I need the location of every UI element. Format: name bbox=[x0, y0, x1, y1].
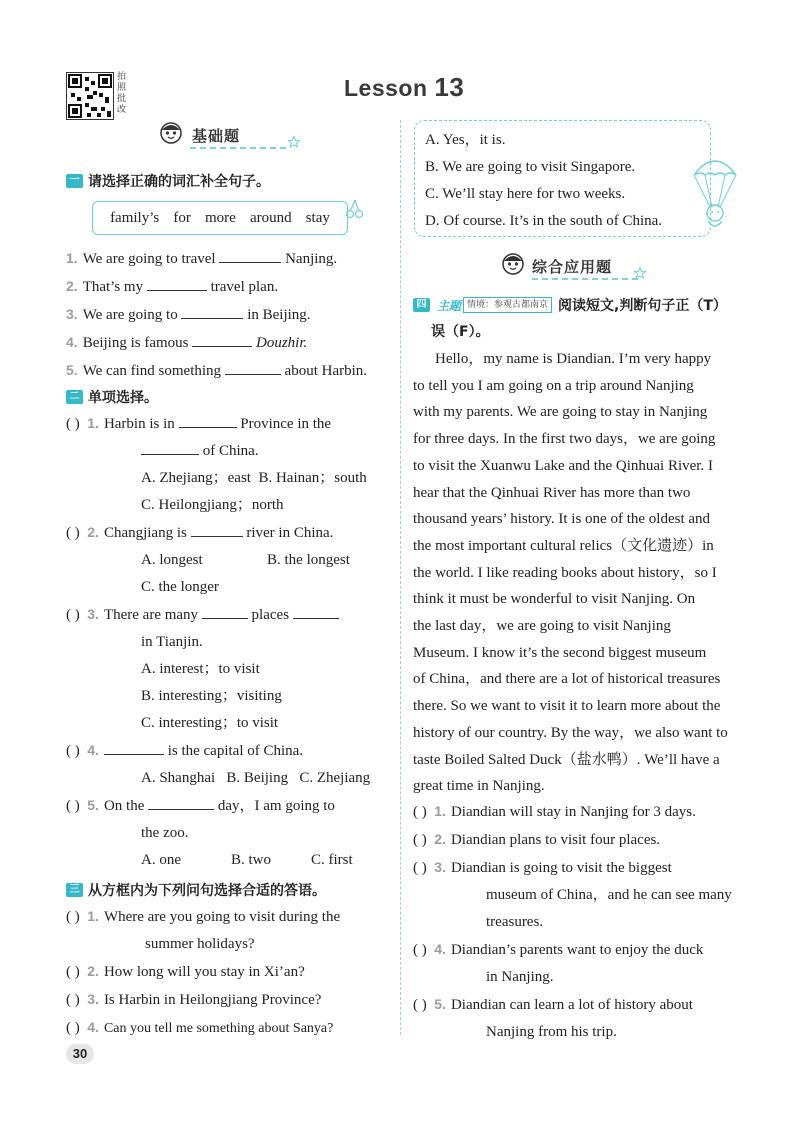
cherry-icon bbox=[345, 198, 365, 225]
item-text: Changjiang is bbox=[103, 525, 187, 541]
word-option: for bbox=[173, 209, 191, 226]
list-item bbox=[66, 958, 396, 986]
list-item bbox=[413, 826, 743, 854]
list-item bbox=[66, 931, 396, 958]
option-row bbox=[66, 710, 396, 737]
list-item bbox=[66, 329, 396, 357]
item-text: Diandian’s parents want to enjoy the duck bbox=[450, 942, 704, 958]
question-number: 5. bbox=[87, 797, 99, 813]
passage-line: of China，and there are a lot of historical treasures bbox=[413, 671, 721, 688]
list-item bbox=[413, 1019, 743, 1046]
answer-blank[interactable] bbox=[293, 605, 339, 619]
item-text: There are many bbox=[103, 607, 199, 623]
section-title-applied: 综合应用题 bbox=[532, 257, 613, 276]
item-text: river in China. bbox=[246, 525, 334, 541]
list-item bbox=[66, 438, 396, 465]
item-text: Is Harbin in Heilongjiang Province? bbox=[103, 992, 322, 1008]
list-item bbox=[66, 357, 396, 385]
option-b[interactable]: B. Beijing bbox=[226, 770, 289, 786]
part1-instruction: 请选择正确的词汇补全句子。 bbox=[88, 174, 270, 190]
part4-list bbox=[413, 798, 743, 1046]
question-number: 4. bbox=[434, 941, 446, 957]
item-text: Nanjing from his trip. bbox=[486, 1024, 617, 1040]
parachute-icon bbox=[690, 145, 740, 238]
question-number: 3. bbox=[66, 306, 78, 322]
option-c[interactable]: C. the longer bbox=[141, 579, 219, 595]
part3-heading bbox=[66, 880, 326, 900]
part3-instruction: 从方框内为下列问句选择合适的答语。 bbox=[88, 883, 326, 899]
mascot-icon bbox=[500, 251, 526, 282]
question-number: 4. bbox=[87, 742, 99, 758]
item-text: Where are you going to visit during the bbox=[103, 909, 341, 925]
item-text: Diandian is going to visit the biggest bbox=[450, 860, 672, 876]
item-text: in Nanjing. bbox=[486, 969, 554, 985]
part4-heading bbox=[413, 295, 743, 341]
lesson-number: 13 bbox=[434, 72, 465, 102]
answer-blank[interactable] bbox=[147, 277, 207, 291]
passage-text: Hello，my name is Diandian. I’m very happy bbox=[435, 351, 712, 367]
word-option: more bbox=[204, 209, 236, 226]
item-text: Beijing is famous bbox=[82, 335, 189, 351]
context-label: 情境：参观古都南京 bbox=[463, 297, 552, 313]
question-number: 5. bbox=[434, 996, 446, 1012]
item-text: the zoo. bbox=[141, 825, 189, 841]
answer-paren[interactable]: ( ) bbox=[66, 743, 80, 759]
item-text: Diandian will stay in Nanjing for 3 days. bbox=[450, 804, 696, 820]
section-banner-applied bbox=[500, 251, 650, 281]
option-b[interactable]: B. interesting；visiting bbox=[141, 688, 282, 704]
list-item bbox=[66, 903, 396, 931]
question-number: 3. bbox=[87, 991, 99, 1007]
option-a[interactable]: A. one bbox=[141, 852, 181, 868]
answer-blank[interactable] bbox=[225, 361, 281, 375]
item-text: We are going to travel bbox=[82, 251, 216, 267]
answer-paren[interactable]: ( ) bbox=[413, 832, 427, 848]
option-b[interactable]: B. Hainan；south bbox=[258, 470, 367, 486]
question-number: 2. bbox=[434, 831, 446, 847]
answer-option: C. We’ll stay here for two weeks. bbox=[425, 186, 626, 202]
part4-instruction: 阅读短文,判断句子正（T） bbox=[558, 298, 727, 314]
question-number: 4. bbox=[66, 334, 78, 350]
passage-line: hear that the Qinhuai River has more than two bbox=[413, 484, 691, 501]
answer-option: D. Of course. It’s in the south of China. bbox=[425, 213, 663, 229]
answer-paren[interactable]: ( ) bbox=[413, 860, 427, 876]
passage-line: think it must be wonderful to visit Nanjing. On bbox=[413, 591, 696, 608]
item-text: How long will you stay in Xi’an? bbox=[103, 964, 305, 980]
answer-option: A. Yes，it is. bbox=[425, 132, 506, 148]
passage-line: history of our country. By the way，we also want to bbox=[413, 724, 728, 741]
list-item bbox=[413, 854, 743, 882]
item-text: is the capital of China. bbox=[167, 743, 304, 759]
answer-paren[interactable]: ( ) bbox=[413, 804, 427, 820]
item-text: in Tianjin. bbox=[141, 634, 203, 650]
answer-blank[interactable] bbox=[181, 305, 243, 319]
list-item bbox=[66, 601, 396, 629]
option-c[interactable]: C. interesting；to visit bbox=[141, 715, 279, 731]
word-option: family’s bbox=[110, 209, 160, 226]
theme-label: 主题 bbox=[437, 298, 462, 313]
answer-blank[interactable] bbox=[141, 441, 199, 455]
option-a[interactable]: A. Shanghai bbox=[141, 770, 216, 786]
item-text: Can you tell me something about Sanya? bbox=[103, 1021, 334, 1036]
star-icon bbox=[288, 136, 300, 153]
item-text: places bbox=[251, 607, 290, 623]
question-number: 1. bbox=[434, 803, 446, 819]
part2-list bbox=[66, 410, 396, 874]
part2-badge: 二 bbox=[66, 390, 83, 404]
question-number: 3. bbox=[87, 606, 99, 622]
item-text: Nanjing. bbox=[285, 251, 338, 267]
part4-badge: 四 bbox=[413, 298, 430, 312]
lesson-title bbox=[344, 72, 464, 103]
question-number: 2. bbox=[66, 278, 78, 294]
list-item bbox=[413, 936, 743, 964]
answer-blank[interactable] bbox=[191, 523, 243, 537]
option-row bbox=[66, 547, 396, 574]
part1-badge: 一 bbox=[66, 174, 83, 188]
section-banner-basic bbox=[158, 120, 298, 150]
answer-blank[interactable] bbox=[219, 249, 281, 263]
part2-heading bbox=[66, 387, 158, 407]
list-item bbox=[66, 519, 396, 547]
passage-line: for three days. In the first two days，we are going bbox=[413, 431, 716, 448]
page-number: 30 bbox=[66, 1044, 94, 1064]
list-item bbox=[413, 991, 743, 1019]
theme-tag bbox=[435, 297, 552, 314]
option-row bbox=[66, 683, 396, 710]
question-number: 2. bbox=[87, 524, 99, 540]
passage-line: to visit the Xuanwu Lake and the Qinhuai River. I bbox=[413, 457, 713, 474]
question-number: 5. bbox=[66, 362, 78, 378]
reading-passage bbox=[413, 346, 733, 800]
answer-blank[interactable] bbox=[192, 333, 252, 347]
item-text: treasures. bbox=[486, 914, 544, 930]
option-a[interactable]: A. longest bbox=[141, 552, 203, 568]
part3-list bbox=[66, 903, 396, 1042]
question-number: 1. bbox=[66, 250, 78, 266]
passage-line: taste Boiled Salted Duck（盐水鸭）. We’ll have a bbox=[413, 751, 720, 768]
item-text: Diandian plans to visit four places. bbox=[450, 832, 661, 848]
passage-line: the last day，we are going to visit Nanjing bbox=[413, 618, 671, 635]
list-item bbox=[413, 964, 743, 991]
answer-options-box bbox=[414, 120, 711, 237]
item-text: summer holidays? bbox=[145, 936, 255, 952]
list-item bbox=[66, 273, 396, 301]
passage-line: with my parents. We are going to stay in Nanjing bbox=[413, 404, 708, 421]
answer-blank[interactable] bbox=[104, 741, 164, 755]
option-b[interactable]: B. the longest bbox=[267, 552, 350, 568]
item-text: about Harbin. bbox=[284, 363, 368, 379]
word-option: around bbox=[249, 209, 292, 226]
word-box bbox=[92, 201, 348, 235]
answer-paren[interactable]: ( ) bbox=[413, 997, 427, 1013]
answer-blank[interactable] bbox=[179, 414, 237, 428]
list-item bbox=[66, 792, 396, 820]
answer-paren[interactable]: ( ) bbox=[66, 992, 80, 1008]
mascot-icon bbox=[158, 120, 184, 151]
item-text: travel plan. bbox=[210, 279, 279, 295]
banner-underline bbox=[532, 278, 638, 280]
option-a[interactable]: A. Zhejiang；east bbox=[141, 470, 251, 486]
list-item bbox=[66, 820, 396, 847]
question-number: 1. bbox=[87, 908, 99, 924]
item-text: Province in the bbox=[240, 416, 332, 432]
answer-paren[interactable]: ( ) bbox=[66, 1020, 80, 1036]
answer-option: B. We are going to visit Singapore. bbox=[425, 159, 636, 175]
star-icon bbox=[634, 267, 646, 284]
passage-line: to tell you I am going on a trip around Nanjing bbox=[413, 377, 694, 394]
part1-heading bbox=[66, 171, 270, 191]
option-row bbox=[66, 574, 396, 601]
passage-line: Museum. I know it’s the second biggest museum bbox=[413, 644, 707, 661]
answer-blank[interactable] bbox=[202, 605, 248, 619]
option-c[interactable]: C. Heilongjiang；north bbox=[141, 497, 284, 513]
option-row bbox=[66, 765, 396, 792]
question-number: 2. bbox=[87, 963, 99, 979]
item-text: day，I am going to bbox=[217, 798, 335, 814]
answer-paren[interactable]: ( ) bbox=[66, 607, 80, 623]
answer-paren[interactable]: ( ) bbox=[66, 416, 80, 432]
passage-line: thousand years’ history. It is one of the oldest and bbox=[413, 511, 711, 528]
part4-instruction-cont: 误（F）。 bbox=[431, 324, 490, 340]
list-item bbox=[413, 798, 743, 826]
passage-line: great time in Nanjing. bbox=[413, 778, 545, 795]
item-text: We can find something bbox=[82, 363, 222, 379]
option-row bbox=[66, 492, 396, 519]
list-item bbox=[66, 1014, 396, 1042]
list-item bbox=[66, 410, 396, 438]
item-text: Douzhir. bbox=[256, 335, 308, 351]
qr-caption: 拍照批改 bbox=[117, 72, 127, 115]
answer-blank[interactable] bbox=[148, 796, 214, 810]
part3-badge: 三 bbox=[66, 883, 83, 897]
list-item bbox=[413, 882, 743, 909]
answer-paren[interactable]: ( ) bbox=[66, 798, 80, 814]
option-b[interactable]: B. two bbox=[231, 852, 272, 868]
question-number: 4. bbox=[87, 1019, 99, 1035]
lesson-word: Lesson bbox=[344, 75, 428, 101]
item-text: Diandian can learn a lot of history about bbox=[450, 997, 693, 1013]
item-text: We are going to bbox=[82, 307, 178, 323]
option-row bbox=[66, 465, 396, 492]
item-text: That’s my bbox=[82, 279, 144, 295]
part2-instruction: 单项选择。 bbox=[88, 390, 158, 406]
answer-paren[interactable]: ( ) bbox=[66, 964, 80, 980]
word-option: stay bbox=[305, 209, 330, 226]
column-divider bbox=[400, 120, 401, 1035]
item-text: in Beijing. bbox=[247, 307, 311, 323]
item-text: On the bbox=[103, 798, 145, 814]
passage-line: the world. I like reading books about history，so I bbox=[413, 564, 717, 581]
list-item bbox=[66, 301, 396, 329]
list-item bbox=[66, 986, 396, 1014]
item-text: of China. bbox=[202, 443, 259, 459]
answer-paren[interactable]: ( ) bbox=[66, 909, 80, 925]
question-number: 1. bbox=[87, 415, 99, 431]
list-item bbox=[66, 629, 396, 656]
answer-paren[interactable]: ( ) bbox=[413, 942, 427, 958]
question-number: 3. bbox=[434, 859, 446, 875]
item-text: museum of China，and he can see many bbox=[486, 887, 732, 903]
list-item bbox=[66, 245, 396, 273]
part1-list bbox=[66, 245, 396, 385]
item-text: Harbin is in bbox=[103, 416, 175, 432]
option-c[interactable]: C. Zhejiang bbox=[299, 770, 371, 786]
banner-underline bbox=[190, 147, 286, 149]
passage-line: there. So we want to visit it to learn more about the bbox=[413, 698, 721, 715]
option-c[interactable]: C. first bbox=[311, 852, 353, 868]
answer-paren[interactable]: ( ) bbox=[66, 525, 80, 541]
passage-line: the most important cultural relics（文化遗迹）in bbox=[413, 537, 714, 554]
passage-line bbox=[413, 346, 733, 373]
list-item bbox=[413, 909, 743, 936]
option-row bbox=[66, 847, 396, 874]
section-title-basic: 基础题 bbox=[192, 126, 241, 145]
list-item bbox=[66, 737, 396, 765]
option-row bbox=[66, 656, 396, 683]
option-a[interactable]: A. interest；to visit bbox=[141, 661, 260, 677]
qr-code-icon[interactable] bbox=[66, 72, 114, 120]
